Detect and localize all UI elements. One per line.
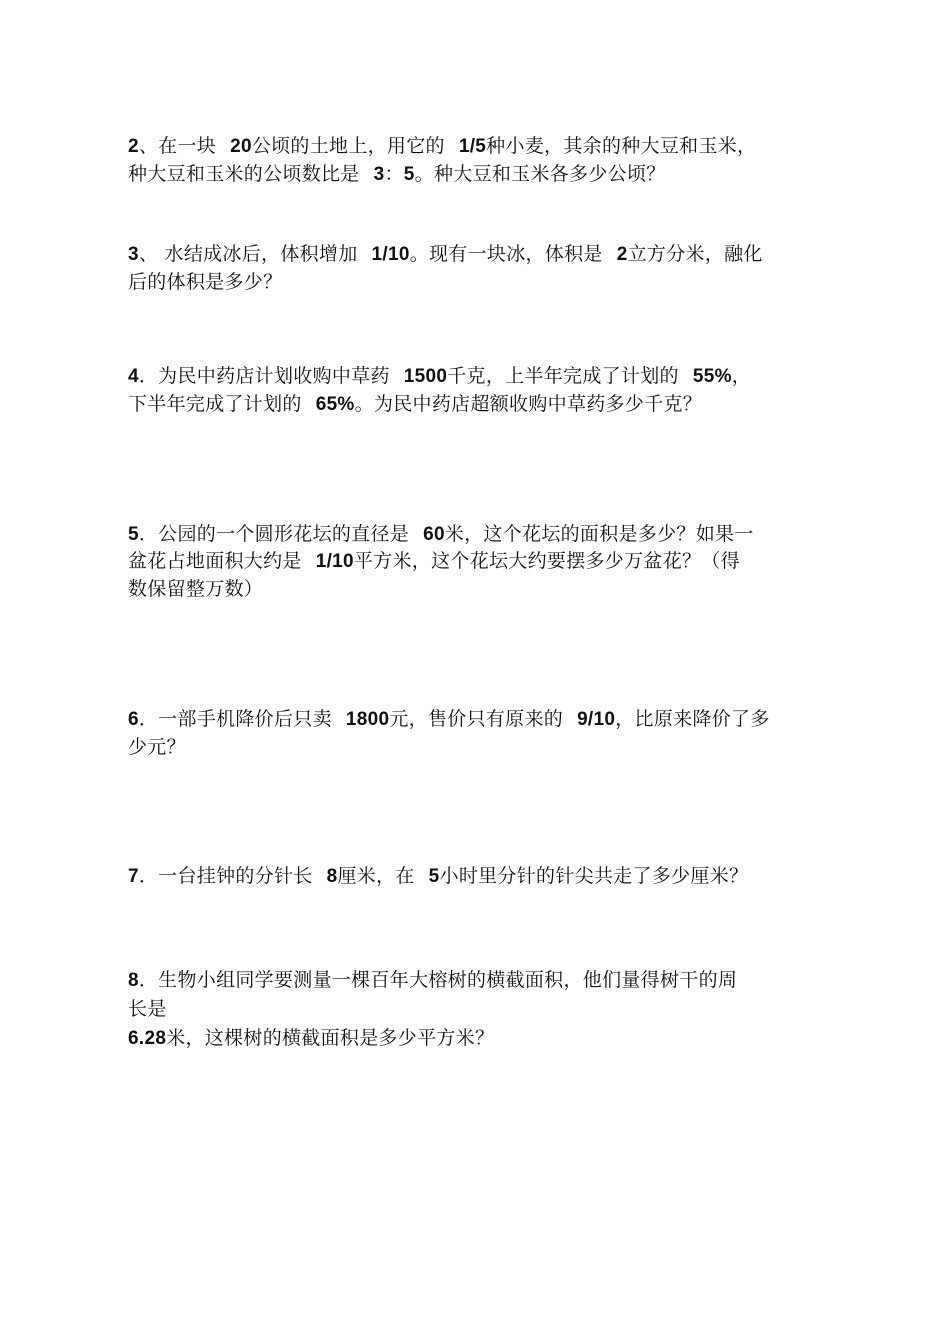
text-segment: ．一部手机降价后只卖 — [138, 708, 332, 730]
problem-number: 5 — [128, 524, 139, 545]
problem-number: 2 — [128, 136, 139, 157]
text-segment: 长是 — [128, 998, 167, 1020]
text-segment: ： — [384, 163, 404, 185]
problem-number: 6 — [128, 709, 139, 730]
text-segment: ．为民中药店计划收购中草药 — [138, 365, 390, 387]
number-value: 5 — [403, 164, 415, 185]
problem-8-line-3 — [128, 1024, 494, 1053]
text-segment: 下半年完成了计划的 — [128, 393, 302, 415]
text-segment: ．公园的一个圆形花坛的直径是 — [138, 523, 410, 545]
text-segment: 厘米，在 — [337, 865, 415, 887]
number-value: 1/10 — [315, 551, 354, 572]
text-segment: 、在一块 — [138, 135, 217, 157]
number-value: 1800 — [345, 709, 390, 730]
text-segment: 平方米，这个花坛大约要摆多少万盆花？（得 — [353, 550, 740, 572]
text-segment: ．一台挂钟的分针长 — [138, 865, 313, 887]
text-segment: 。现有一块冰，体积是 — [409, 243, 603, 265]
number-value: 9/10 — [577, 709, 616, 730]
number-value: 2 — [616, 244, 628, 265]
text-segment: 、 水结成冰后，体积增加 — [138, 243, 358, 265]
text-segment: 盆花占地面积大约是 — [128, 550, 302, 572]
number-value: 8 — [326, 866, 338, 887]
text-segment: 立方分米，融化 — [627, 243, 763, 265]
problem-7-line-1 — [128, 862, 748, 891]
text-segment: 公顷的土地上，用它的 — [251, 135, 445, 157]
number-value: 1500 — [403, 366, 448, 387]
number-value: 55% — [692, 366, 732, 387]
problem-8-line-2 — [128, 995, 167, 1023]
text-segment: 种小麦，其余的种大豆和玉米， — [486, 135, 757, 157]
number-value: 1/5 — [458, 136, 487, 157]
problem-number: 3 — [128, 244, 139, 265]
text-segment: 千克，上半年完成了计划的 — [447, 365, 679, 387]
problem-2-line-1 — [128, 132, 756, 161]
problem-6-line-2 — [128, 733, 186, 761]
problem-6-line-1 — [128, 705, 770, 734]
text-segment: 后的体积是多少？ — [128, 271, 283, 293]
problem-8-line-1 — [128, 966, 737, 995]
problem-number: 4 — [128, 366, 139, 387]
text-segment: ， — [731, 365, 752, 387]
problem-5-line-3 — [128, 575, 263, 603]
number-value: 65% — [315, 394, 355, 415]
number-value: 5 — [428, 866, 440, 887]
problem-3-line-2 — [128, 268, 282, 296]
text-segment: ．生物小组同学要测量一棵百年大榕树的横截面积，他们量得树干的周 — [138, 969, 738, 991]
text-segment: 米，这棵树的横截面积是多少平方米？ — [166, 1027, 495, 1049]
problem-2-line-2 — [128, 160, 666, 189]
text-segment: 元，售价只有原来的 — [389, 708, 564, 730]
text-segment: 少元？ — [128, 736, 186, 758]
number-value: 3 — [373, 164, 385, 185]
number-value: 6.28 — [128, 1028, 167, 1049]
number-value: 1/10 — [371, 244, 410, 265]
problem-5-line-1 — [128, 520, 754, 549]
text-segment: 。为民中药店超额收购中草药多少千克？ — [354, 393, 703, 415]
number-value: 20 — [230, 136, 252, 157]
text-segment: 数保留整万数） — [128, 578, 264, 600]
problem-4-line-1 — [128, 362, 751, 391]
problem-3-line-1 — [128, 240, 763, 269]
text-segment: 小时里分针的针尖共走了多少厘米？ — [439, 865, 749, 887]
text-segment: 米，这个花坛的面积是多少？如果一 — [444, 523, 754, 545]
text-segment: ，比原来降价了多 — [615, 708, 770, 730]
problem-4-line-2 — [128, 390, 702, 419]
problem-5-line-2 — [128, 547, 740, 576]
problem-number: 8 — [128, 970, 139, 991]
problem-number: 7 — [128, 866, 139, 887]
text-segment: 。种大豆和玉米各多少公顷？ — [414, 163, 666, 185]
text-segment: 种大豆和玉米的公顷数比是 — [128, 163, 360, 185]
number-value: 60 — [423, 524, 445, 545]
